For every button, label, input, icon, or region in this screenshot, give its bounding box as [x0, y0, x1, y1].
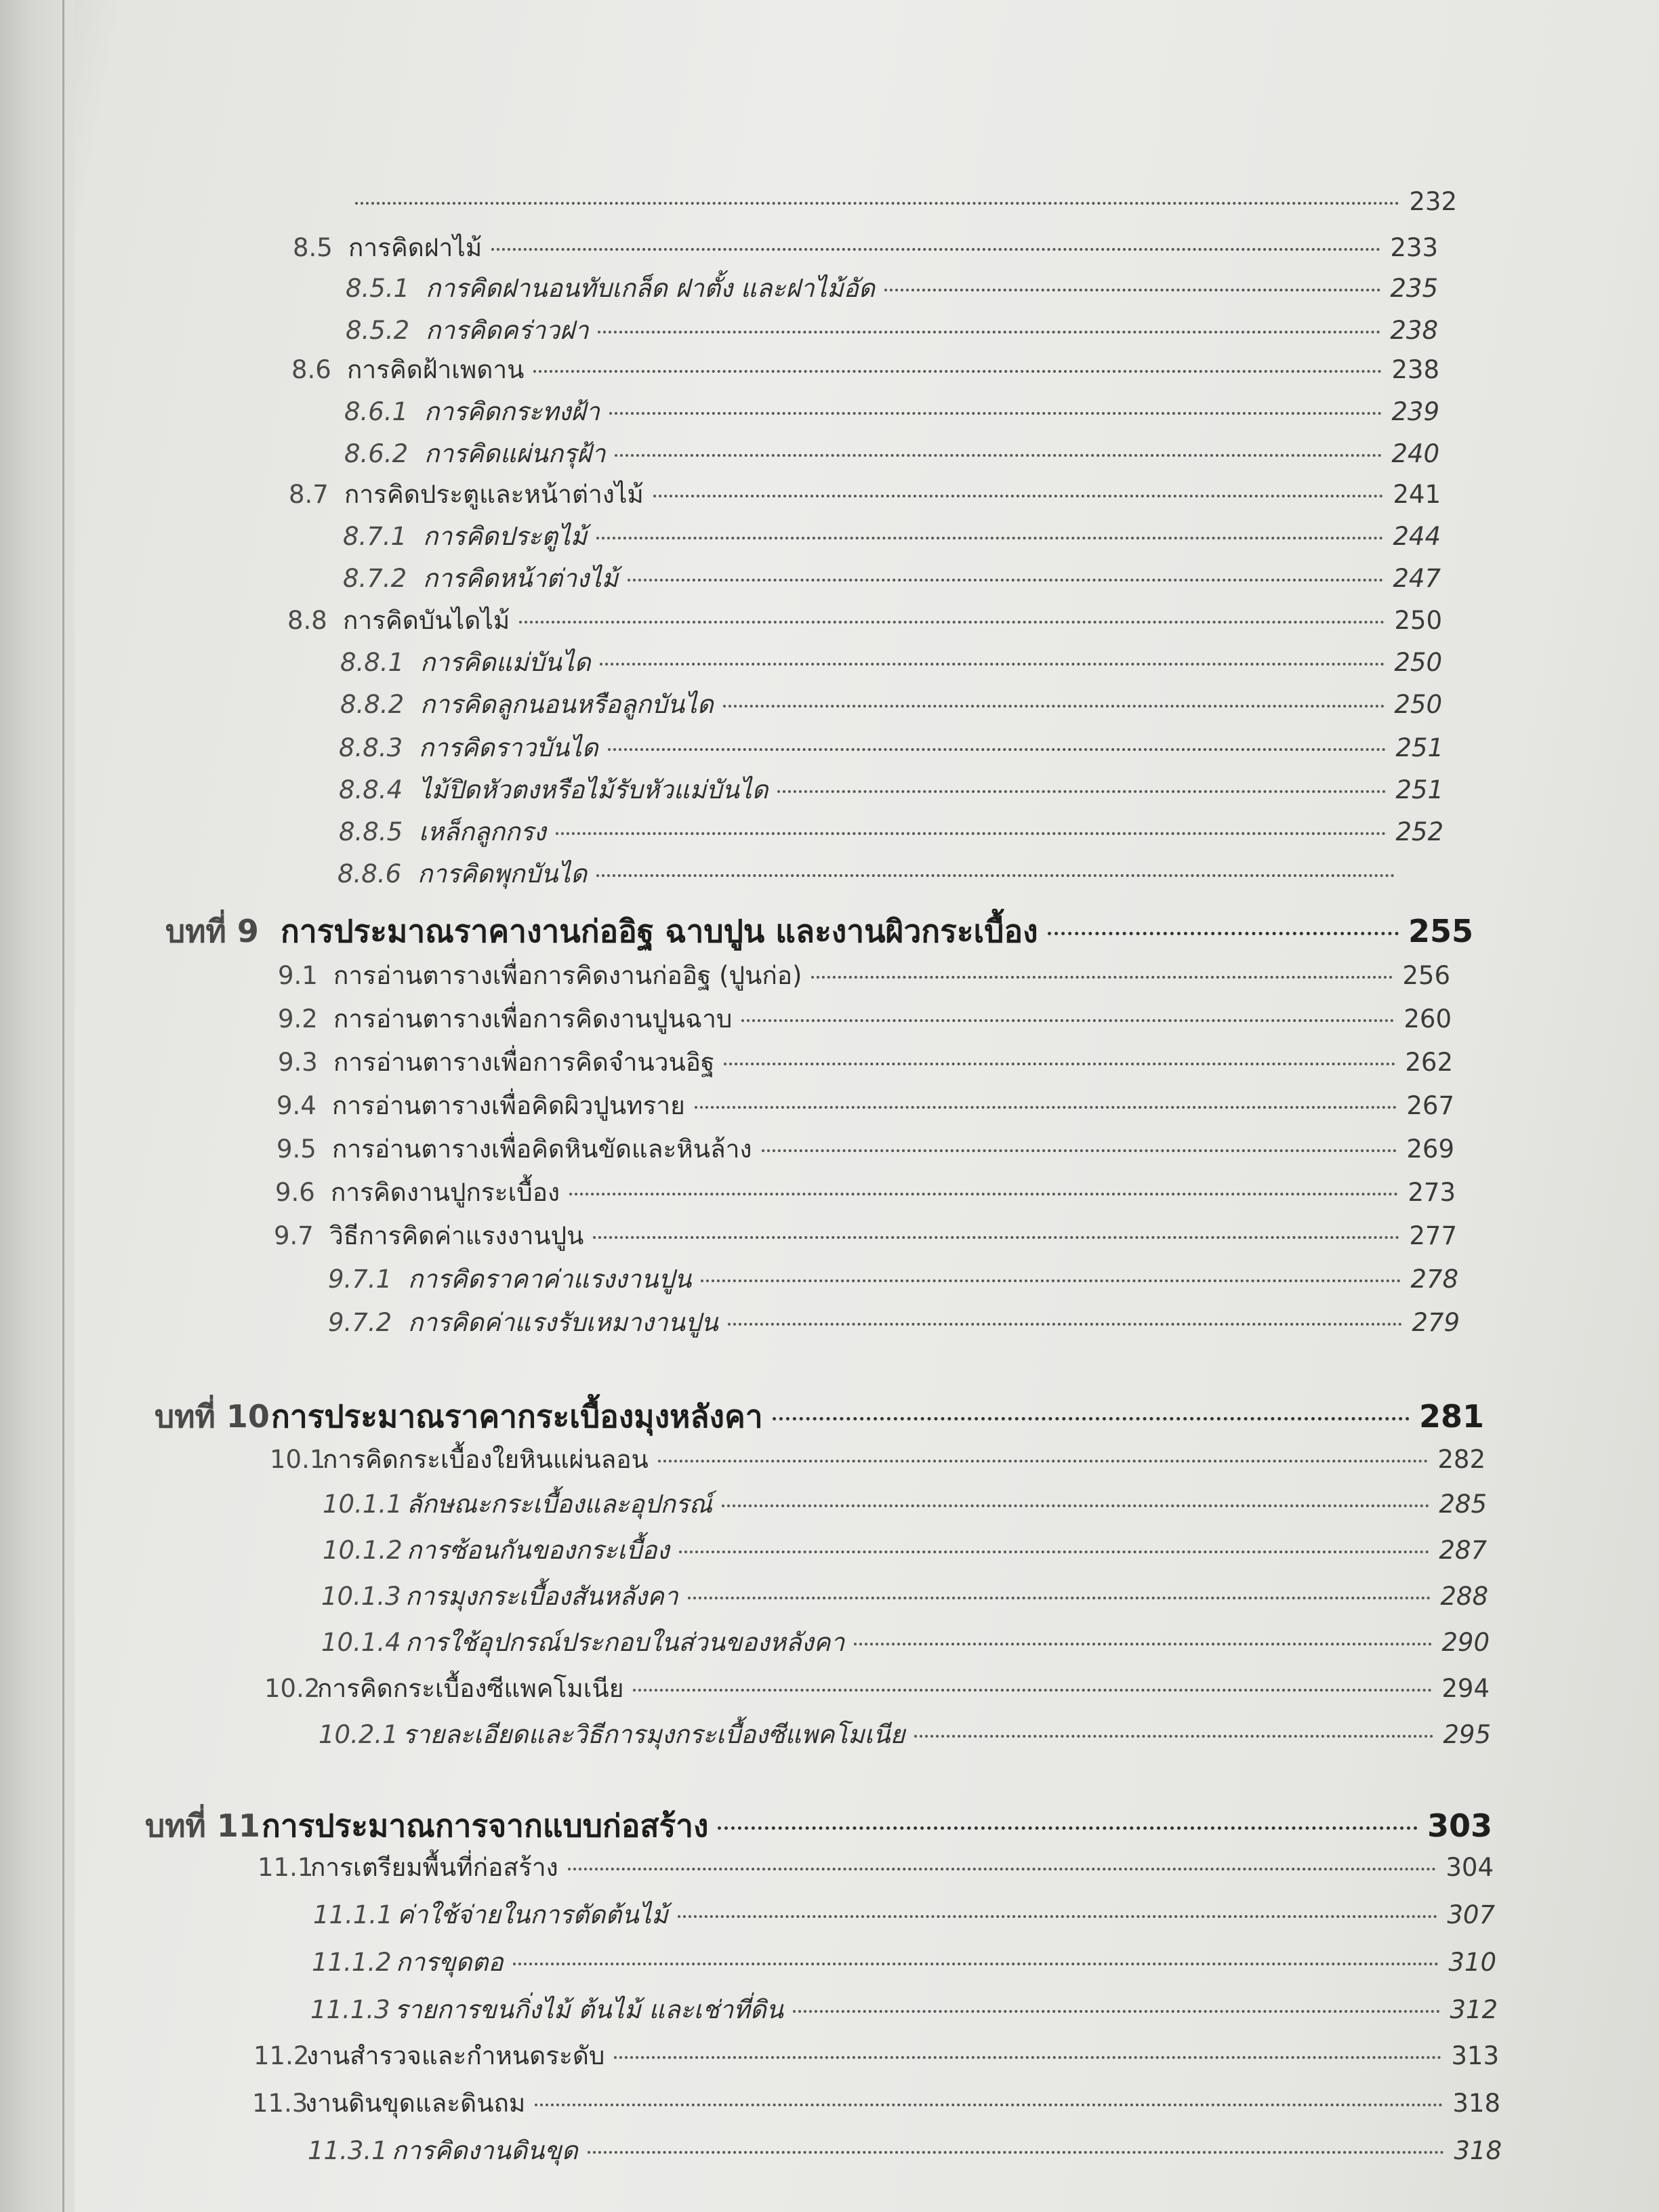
- dot-leader: [701, 1279, 1401, 1282]
- toc-page-number: 277: [1409, 1221, 1457, 1250]
- dot-leader: [793, 2010, 1440, 2013]
- toc-subsection-row[interactable]: [323, 1484, 1487, 1524]
- toc-page-number: 313: [1451, 2041, 1499, 2070]
- toc-entry-title: การคิดงานปูกระเบื้อง: [331, 1178, 560, 1207]
- toc-page-number: 273: [1408, 1178, 1456, 1207]
- toc-entry-number: 9.7: [274, 1221, 314, 1250]
- toc-entry-number: 10.1.3: [321, 1582, 401, 1611]
- dot-leader: [513, 1963, 1439, 1965]
- toc-entry-title: การคิดบันไดไม้: [343, 606, 510, 635]
- toc-page-number: 285: [1439, 1490, 1487, 1519]
- dot-leader: [598, 331, 1380, 333]
- toc-entry-title: การขุดตอ: [396, 1948, 504, 1977]
- dot-leader: [718, 1826, 1418, 1830]
- toc-entry-number: 8.6.2: [344, 439, 409, 468]
- toc-section-row[interactable]: [276, 1086, 1454, 1126]
- toc-page-number: 251: [1395, 775, 1443, 804]
- dot-leader: [884, 289, 1380, 291]
- toc-page-number: 318: [1454, 2136, 1502, 2165]
- dot-leader: [1048, 932, 1399, 935]
- dot-leader: [695, 1106, 1397, 1109]
- toc-section-row[interactable]: [275, 1172, 1456, 1212]
- toc-page-number: 250: [1394, 606, 1442, 635]
- toc-entry-title: การคิดกระเบื้องซีแพคโมเนีย: [317, 1674, 624, 1703]
- toc-section-row[interactable]: [253, 2036, 1499, 2076]
- toc-page-number: 294: [1441, 1674, 1490, 1703]
- toc-entry-title: การคิดฝ้าเพดาน: [347, 355, 525, 384]
- toc-page-number: 304: [1446, 1853, 1494, 1882]
- toc-page-number: 307: [1447, 1900, 1495, 1929]
- chapter-title: การประมาณราคางานก่ออิฐ ฉาบปูน และงานผิวกระเบื้อง: [281, 913, 1038, 949]
- dot-leader: [556, 832, 1387, 835]
- dot-leader: [914, 1735, 1433, 1738]
- dot-leader: [678, 1915, 1438, 1918]
- dot-leader: [596, 874, 1395, 877]
- dot-leader: [633, 1689, 1432, 1692]
- toc-entry-number: 8.8: [287, 606, 327, 635]
- dot-leader: [491, 248, 1380, 251]
- toc-page-number: 250: [1394, 648, 1442, 677]
- toc-entry-title: การอ่านตารางเพื่อการคิดงานปูนฉาบ: [333, 1004, 733, 1033]
- toc-subsection-row[interactable]: [340, 642, 1442, 682]
- toc-entry-number: 10.2: [264, 1674, 321, 1703]
- toc-subsection-row[interactable]: [310, 1990, 1498, 2030]
- toc-entry-title: รายการขนกิ่งไม้ ต้นไม้ และเช่าที่ดิน: [394, 1995, 783, 2024]
- toc-entry-number: 8.5.1: [346, 274, 410, 303]
- toc-entry-number: 10.1.4: [321, 1628, 401, 1657]
- toc-section-row[interactable]: [278, 999, 1452, 1039]
- dot-leader: [741, 1019, 1394, 1022]
- dot-leader: [355, 202, 1399, 205]
- toc-entry-title: การคิดลูกนอนหรือลูกบันได: [420, 690, 714, 719]
- toc-entry-number: 11.1: [258, 1853, 314, 1882]
- toc-entry-title: การคิดพุกบันได: [417, 859, 588, 888]
- toc-page-number: 250: [1394, 690, 1442, 719]
- toc-entry-title: การคิดกระทงฝ้า: [424, 397, 600, 426]
- dot-leader: [600, 663, 1385, 665]
- toc-entry-title: การซ้อนกันของกระเบื้อง: [407, 1536, 670, 1565]
- toc-page-number: 287: [1439, 1536, 1487, 1565]
- dot-leader: [762, 1149, 1397, 1152]
- toc-page-number: 239: [1391, 397, 1439, 426]
- toc-entry-number: 11.2: [253, 2041, 310, 2070]
- toc-entry-title: งานดินขุดและดินถม: [305, 2089, 526, 2118]
- toc-page-number: 262: [1405, 1048, 1453, 1077]
- dot-leader: [608, 748, 1387, 751]
- toc-page-number: 267: [1406, 1091, 1454, 1120]
- chapter-title: การประมาณการจากแบบก่อสร้าง: [262, 1807, 709, 1844]
- toc-page-number: 288: [1440, 1582, 1488, 1611]
- toc-page-number: 318: [1452, 2089, 1500, 2118]
- toc-entry-number: 8.7.2: [343, 564, 407, 593]
- toc-entry-number: 9.5: [276, 1134, 316, 1164]
- dot-leader: [723, 705, 1385, 708]
- toc-entry-title: การคิดงานดินขุด: [392, 2136, 578, 2165]
- toc-entry-number: 9.3: [278, 1048, 318, 1077]
- toc-chapter-11[interactable]: [145, 1801, 1492, 1851]
- toc-entry-title: ลักษณะกระเบื้องและอุปกรณ์: [407, 1490, 712, 1519]
- dot-leader: [596, 537, 1383, 539]
- toc-entry-title: การคิดแผ่นกรุฝ้า: [424, 439, 606, 468]
- toc-entry-title: การอ่านตารางเพื่อการคิดงานก่ออิฐ (ปูนก่อ): [333, 961, 802, 990]
- chapter-page-number: 281: [1418, 1398, 1484, 1435]
- toc-subsection-row[interactable]: [343, 516, 1441, 556]
- dot-leader: [653, 495, 1384, 497]
- toc-section-row[interactable]: [293, 228, 1438, 268]
- toc-page-number: 238: [1390, 316, 1438, 345]
- toc-entry-title: การคิดประตูไม้: [423, 522, 588, 551]
- dot-leader: [535, 2104, 1443, 2106]
- toc-section-row[interactable]: [264, 1668, 1490, 1708]
- chapter-page-number: 303: [1427, 1807, 1492, 1844]
- toc-page-number: 233: [1390, 233, 1438, 262]
- toc-entry-title: การมุงกระเบื้องสันหลังคา: [405, 1582, 678, 1611]
- toc-subsection-row[interactable]: [346, 268, 1438, 308]
- toc-subsection-row[interactable]: [323, 1530, 1487, 1570]
- toc-page-number: 240: [1391, 439, 1439, 468]
- toc-page-number: 295: [1443, 1720, 1491, 1749]
- toc-entry-number: 8.8.4: [339, 775, 403, 804]
- toc-section-row[interactable]: [252, 2083, 1500, 2123]
- toc-entry-title: การอ่านตารางเพื่อคิดผิวปูนทราย: [332, 1091, 685, 1120]
- toc-subsection-row[interactable]: [321, 1576, 1488, 1616]
- toc-section-row[interactable]: [274, 1216, 1457, 1256]
- chapter-label: บทที่ 11: [145, 1807, 260, 1844]
- toc-entry-number: 10.1.2: [323, 1536, 403, 1565]
- toc-entry-number: 8.8.5: [339, 817, 403, 846]
- chapter-label: บทที่ 9: [165, 913, 259, 949]
- toc-entry-title: การคิดกระเบื้องใยหินแผ่นลอน: [323, 1445, 649, 1474]
- toc-subsection-row[interactable]: [321, 1622, 1490, 1662]
- toc-entry-title: รายละเอียดและวิธีการมุงกระเบื้องซีแพคโมเนีย: [403, 1720, 905, 1749]
- toc-entry-title: การอ่านตารางเพื่อการคิดจำนวนอิฐ: [333, 1048, 715, 1077]
- dot-leader: [568, 1868, 1437, 1870]
- dot-leader: [614, 2056, 1441, 2059]
- toc-page-number: 269: [1406, 1134, 1454, 1164]
- toc-subsection-row[interactable]: [339, 728, 1443, 768]
- toc-page-number: 247: [1393, 564, 1441, 593]
- toc-subsection-row[interactable]: [344, 392, 1439, 432]
- toc-subsection-row[interactable]: [339, 812, 1443, 852]
- toc-subsection-row[interactable]: [313, 1895, 1495, 1935]
- toc-page-number: 232: [1409, 187, 1457, 216]
- toc-chapter-9[interactable]: [165, 907, 1473, 956]
- toc-entry-title: การคิดฝานอนทับเกล็ด ฝาตั้ง และฝาไม้อัด: [426, 274, 875, 303]
- toc-page-number: 282: [1437, 1445, 1486, 1474]
- toc-page-number: 279: [1412, 1308, 1460, 1337]
- toc-page-number: 290: [1441, 1628, 1490, 1657]
- toc-entry-number: 11.1.2: [312, 1948, 392, 1977]
- toc-entry-number: 10.1.1: [323, 1490, 403, 1519]
- toc-subsection-row[interactable]: [346, 310, 1438, 350]
- toc-subsection-row[interactable]: [319, 1715, 1491, 1755]
- toc-entry-number: 8.7.1: [343, 522, 407, 551]
- toc-subsection-row[interactable]: [337, 854, 1404, 894]
- dot-leader: [609, 412, 1382, 415]
- toc-page-number: 310: [1448, 1948, 1496, 1977]
- dot-leader: [588, 2151, 1445, 2154]
- toc-subsection-row[interactable]: [340, 684, 1442, 724]
- toc-entry-number: 8.8.3: [339, 733, 403, 762]
- chapter-page-number: 255: [1408, 913, 1473, 949]
- dot-leader: [724, 1063, 1395, 1065]
- toc-entry-title: ไม้ปิดหัวตงหรือไม้รับหัวแม่บันได: [419, 775, 769, 804]
- toc-entry-title: การคิดประตูและหน้าต่างไม้: [344, 480, 644, 509]
- toc-entry-number: 11.1.3: [310, 1995, 390, 2024]
- dot-leader: [569, 1193, 1398, 1195]
- toc-entry-title: ค่าใช้จ่ายในการตัดต้นไม้: [397, 1900, 668, 1929]
- toc-entry-title: การคิดคร่าวฝา: [426, 316, 589, 345]
- toc-subsection-row[interactable]: [344, 434, 1439, 474]
- toc-entry-number: 9.4: [276, 1091, 316, 1120]
- toc-entry-number: 8.8.1: [340, 648, 405, 677]
- toc-entry-number: 10.2.1: [319, 1720, 398, 1749]
- toc-entry-title: การอ่านตารางเพื่อคิดหินขัดและหินล้าง: [332, 1134, 752, 1164]
- chapter-label: บทที่ 10: [155, 1398, 270, 1435]
- toc-entry-number: 8.6.1: [344, 397, 409, 426]
- toc-entry-title: การเตรียมพื้นที่ก่อสร้าง: [310, 1853, 558, 1882]
- toc-entry-title: การคิดราวบันได: [419, 733, 598, 762]
- toc-entry-number: 8.8.2: [340, 690, 405, 719]
- toc-page-number: 278: [1410, 1265, 1458, 1294]
- dot-leader: [519, 621, 1385, 623]
- dot-leader: [533, 370, 1382, 373]
- toc-section-row[interactable]: [270, 1439, 1486, 1479]
- toc-entry-number: 9.1: [278, 961, 318, 990]
- toc-section-row[interactable]: [287, 600, 1442, 640]
- toc-row-continued: [346, 187, 1457, 216]
- toc-entry-number: 11.3.1: [308, 2136, 388, 2165]
- toc-section-row[interactable]: [291, 350, 1439, 390]
- toc-entry-number: 11.1.1: [313, 1900, 393, 1929]
- toc-entry-number: 11.3: [252, 2089, 308, 2118]
- toc-section-row[interactable]: [278, 1042, 1453, 1082]
- dot-leader: [811, 976, 1393, 979]
- toc-page-number: 238: [1391, 355, 1439, 384]
- dot-leader: [658, 1460, 1429, 1462]
- toc-entry-title: การคิดแม่บันได: [420, 648, 591, 677]
- toc-subsection-row[interactable]: [308, 2131, 1502, 2171]
- chapter-title: การประมาณราคากระเบื้องมุงหลังคา: [271, 1398, 763, 1435]
- toc-entry-number: 9.7.2: [328, 1308, 392, 1337]
- toc-entry-title: เหล็กลูกกรง: [419, 817, 546, 846]
- toc-entry-number: 8.7: [289, 480, 329, 509]
- toc-entry-number: 8.5.2: [346, 316, 410, 345]
- toc-section-row[interactable]: [289, 474, 1441, 514]
- toc-section-row[interactable]: [258, 1847, 1494, 1887]
- toc-entry-number: 9.7.1: [328, 1265, 392, 1294]
- toc-page-number: 244: [1393, 522, 1441, 551]
- toc-entry-title: วิธีการคิดค่าแรงงานปูน: [329, 1221, 584, 1250]
- toc-subsection-row[interactable]: [339, 770, 1443, 810]
- dot-leader: [688, 1597, 1431, 1599]
- toc-subsection-row[interactable]: [312, 1942, 1496, 1982]
- toc-entry-title: การคิดหน้าต่างไม้: [423, 564, 619, 593]
- dot-leader: [628, 579, 1383, 581]
- toc-page-number: 252: [1395, 817, 1443, 846]
- toc-entry-number: 10.1: [270, 1445, 326, 1474]
- dot-leader: [593, 1236, 1399, 1239]
- toc-subsection-row[interactable]: [343, 558, 1441, 598]
- dot-leader: [679, 1551, 1430, 1553]
- dot-leader: [728, 1323, 1403, 1326]
- toc-entry-number: 9.6: [275, 1178, 315, 1207]
- toc-subsection-row[interactable]: [328, 1303, 1460, 1343]
- dot-leader: [773, 1417, 1410, 1420]
- toc-page-number: 312: [1450, 1995, 1498, 2024]
- toc-entry-title: งานสำรวจและกำหนดระดับ: [306, 2041, 605, 2070]
- toc-entry-number: 8.6: [291, 355, 331, 384]
- dot-leader: [615, 454, 1382, 457]
- toc-entry-title: การใช้อุปกรณ์ประกอบในส่วนของหลังคา: [405, 1628, 845, 1657]
- toc-page-number: 251: [1395, 733, 1443, 762]
- toc-page-number: 256: [1402, 961, 1450, 990]
- toc-entry-number: 9.2: [278, 1004, 318, 1033]
- toc-chapter-10[interactable]: [155, 1392, 1484, 1441]
- dot-leader: [777, 790, 1386, 793]
- dot-leader: [854, 1643, 1432, 1645]
- toc-entry-number: 8.5: [293, 233, 333, 262]
- toc-section-row[interactable]: [276, 1129, 1454, 1169]
- toc-page-number: 260: [1404, 1004, 1452, 1033]
- dot-leader: [722, 1504, 1429, 1507]
- toc-entry-title: การคิดราคาค่าแรงงานปูน: [408, 1265, 692, 1294]
- toc-page-number: 241: [1393, 480, 1441, 509]
- toc-entry-title: การคิดฝาไม้: [348, 233, 483, 262]
- toc-page-number: 235: [1390, 274, 1438, 303]
- toc-entry-title: การคิดค่าแรงรับเหมางานปูน: [408, 1308, 718, 1337]
- toc-subsection-row[interactable]: [328, 1259, 1458, 1299]
- toc-section-row[interactable]: [278, 956, 1450, 996]
- toc-entry-number: 8.8.6: [337, 859, 402, 888]
